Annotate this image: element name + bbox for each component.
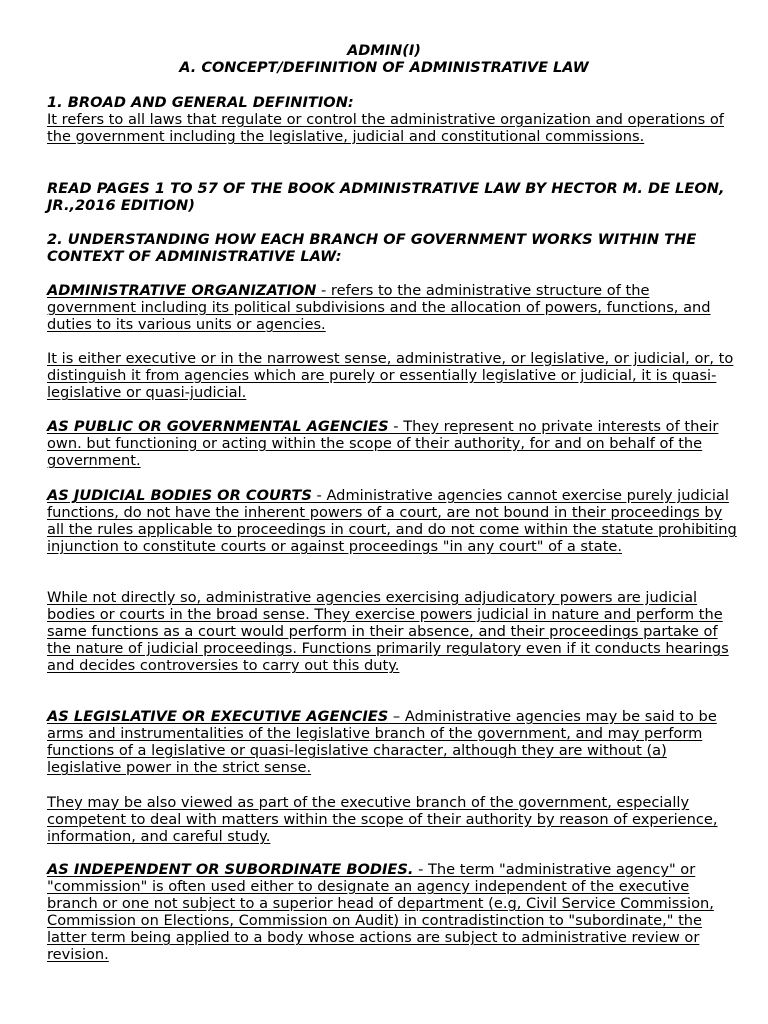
section-1-heading: 1. BROAD AND GENERAL DEFINITION:: [47, 94, 354, 111]
independent-bodies-definition: - The term "administrative agency" or "commission" is often used either to designate an agency independent of the executive branch or one not subject to a superior head of department (e.g, Civil Service Commission, Commission on Elections, Commission on Audit) in contradistinction to "subordinate," the latter term being applied to a body whose actions are subject to administrative review or revision.: [47, 861, 714, 964]
public-agencies-definition: - They represent no private interests of their own. but functioning or acting within the scope of their authority, for and on behalf of the government.: [47, 418, 719, 470]
admin-organization-paragraph: [47, 282, 737, 333]
admin-organization-definition: - refers to the administrative structure of the government including its political subdivisions and the allocation of powers, functions, and duties to its various units or agencies.: [47, 282, 711, 334]
independent-bodies-term: AS INDEPENDENT OR SUBORDINATE BODIES.: [47, 861, 414, 878]
document-title: ADMIN(I): [347, 43, 421, 59]
section-2-heading: 2. UNDERSTANDING HOW EACH BRANCH OF GOVERNMENT WORKS WITHIN THE CONTEXT OF ADMINISTRATIVE LAW:: [47, 231, 697, 266]
judicial-bodies-note: While not directly so, administrative agencies exercising adjudicatory powers are judicial bodies or courts in the broad sense. They exercise powers judicial in nature and perform the same functions as a court would perform in their absence, and their proceedings partake of the nature of judicial proceedings. Functions primarily regulatory even if it conducts hearings and decides controversies to carry out this duty.: [47, 589, 729, 675]
public-agencies-term: AS PUBLIC OR GOVERNMENTAL AGENCIES: [47, 418, 389, 435]
judicial-bodies-definition: - Administrative agencies cannot exercise purely judicial functions, do not have the inherent powers of a court, are not bound in their proceedings by all the rules applicable to proceedings in court, and do not come within the statute prohibiting injunction to constitute courts or against proceedings "in any court" of a state.: [47, 487, 737, 556]
judicial-bodies-term: AS JUDICIAL BODIES OR COURTS: [47, 487, 312, 504]
judicial-bodies-paragraph: [47, 487, 737, 555]
legislative-agencies-note: They may be also viewed as part of the executive branch of the government, especially competent to deal with matters within the scope of their authority by reason of experience, information, and careful study.: [47, 794, 718, 846]
legislative-agencies-paragraph: [47, 708, 737, 776]
legislative-agencies-definition: – Administrative agencies may be said to be arms and instrumentalities of the legislative branch of the government, and may perform functions of a legislative or quasi-legislative character, although they are without (a) legislative power in the strict sense.: [47, 708, 717, 777]
admin-organization-note: It is either executive or in the narrowest sense, administrative, or legislative, or judicial, or, to distinguish it from agencies which are purely or essentially legislative or judicial, it is quasi-legislative or quasi-judicial.: [47, 350, 734, 402]
reading-note: READ PAGES 1 TO 57 OF THE BOOK ADMINISTRATIVE LAW BY HECTOR M. DE LEON, JR.,2016 EDITION): [47, 180, 725, 215]
section-1-body: It refers to all laws that regulate or control the administrative organization and operations of the government including the legislative, judicial and constitutional commissions.: [47, 111, 724, 146]
independent-bodies-paragraph: [47, 861, 737, 964]
legislative-agencies-term: AS LEGISLATIVE OR EXECUTIVE AGENCIES: [47, 708, 389, 725]
document-subtitle: A. CONCEPT/DEFINITION OF ADMINISTRATIVE LAW: [179, 60, 589, 76]
admin-organization-term: ADMINISTRATIVE ORGANIZATION: [47, 282, 317, 299]
public-agencies-paragraph: [47, 418, 737, 469]
